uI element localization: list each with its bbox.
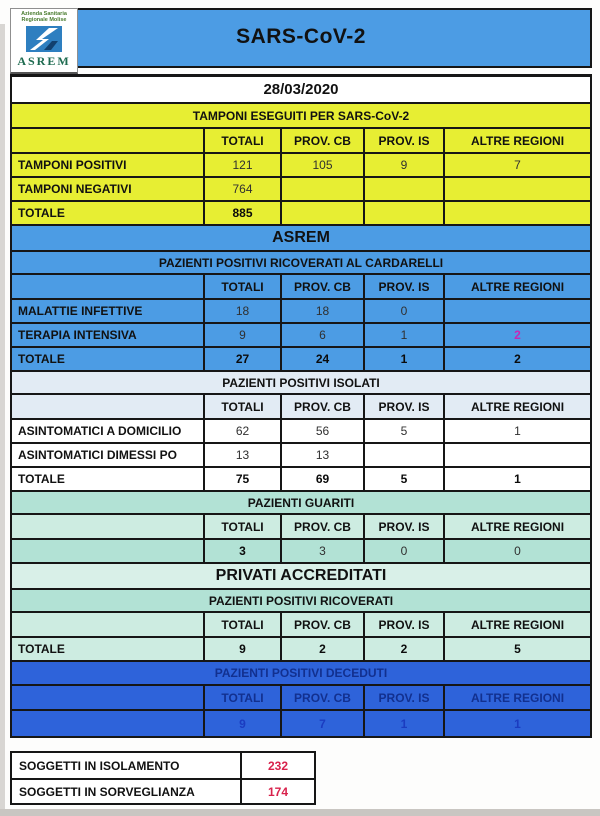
main-table bbox=[10, 104, 592, 738]
row-label: TOTALE bbox=[18, 352, 65, 366]
cell-prov-is bbox=[363, 202, 443, 224]
empty-cell bbox=[12, 515, 203, 538]
table-row-isolati-totale bbox=[12, 466, 590, 490]
row-label: ASINTOMATICI A DOMICILIO bbox=[18, 424, 182, 438]
section-title-text: TAMPONI ESEGUITI PER SARS-CoV-2 bbox=[192, 108, 410, 123]
row-label: SOGGETTI IN SORVEGLIANZA bbox=[19, 784, 195, 799]
cell-prov-is: 1 bbox=[363, 711, 443, 736]
cell-totali: 27 bbox=[203, 348, 280, 370]
section-title-text: ASREM bbox=[272, 229, 330, 246]
cell-prov-cb: 18 bbox=[280, 300, 363, 322]
row-label: TOTALE bbox=[18, 642, 65, 656]
asrem-column-header-row bbox=[12, 273, 590, 298]
cell-altre-regioni: 2 bbox=[443, 348, 590, 370]
col-header-altre-regioni: ALTRE REGIONI bbox=[443, 686, 590, 709]
col-header-totali: TOTALI bbox=[203, 275, 280, 298]
cell-totali: 885 bbox=[203, 202, 280, 224]
col-header-prov-cb: PROV. CB bbox=[280, 129, 363, 152]
cell-totali: 18 bbox=[203, 300, 280, 322]
col-header-prov-cb: PROV. CB bbox=[280, 275, 363, 298]
table-row-asintomatici-domicilio bbox=[12, 418, 590, 442]
empty-cell bbox=[12, 613, 203, 636]
row-label: TAMPONI NEGATIVI bbox=[18, 182, 132, 196]
scan-edge-bottom bbox=[0, 809, 600, 816]
cell-prov-is: 0 bbox=[363, 300, 443, 322]
cell-totali: 75 bbox=[203, 468, 280, 490]
col-header-prov-is: PROV. IS bbox=[363, 613, 443, 636]
cell-prov-cb: 24 bbox=[280, 348, 363, 370]
logo-org-line1: Azienda Sanitaria bbox=[21, 11, 67, 17]
table-row-asrem-totale bbox=[12, 346, 590, 370]
cell-prov-is: 9 bbox=[363, 154, 443, 176]
cell-prov-cb: 105 bbox=[280, 154, 363, 176]
col-header-totali: TOTALI bbox=[203, 686, 280, 709]
col-header-altre-regioni: ALTRE REGIONI bbox=[443, 613, 590, 636]
cell-prov-is bbox=[363, 178, 443, 200]
privati-column-header-row bbox=[12, 611, 590, 636]
cell-prov-cb: 69 bbox=[280, 468, 363, 490]
cell-prov-is: 5 bbox=[363, 420, 443, 442]
cell-prov-cb: 6 bbox=[280, 324, 363, 346]
col-header-altre-regioni: ALTRE REGIONI bbox=[443, 515, 590, 538]
cell-prov-is: 2 bbox=[363, 638, 443, 660]
row-label: TAMPONI POSITIVI bbox=[18, 158, 127, 172]
cell-altre-regioni bbox=[443, 178, 590, 200]
cell-prov-is: 0 bbox=[363, 540, 443, 562]
asrem-logo-icon bbox=[25, 25, 63, 53]
privati-section-title bbox=[12, 562, 590, 588]
row-label: TOTALE bbox=[18, 472, 65, 486]
table-row-privati-totale bbox=[12, 636, 590, 660]
cell-totali: 9 bbox=[203, 324, 280, 346]
col-header-prov-is: PROV. IS bbox=[363, 686, 443, 709]
cell-altre-regioni: 7 bbox=[443, 154, 590, 176]
cell-prov-cb bbox=[280, 202, 363, 224]
section-title-text: PAZIENTI POSITIVI ISOLATI bbox=[222, 375, 380, 390]
col-header-prov-is: PROV. IS bbox=[363, 129, 443, 152]
cell-totali: 62 bbox=[203, 420, 280, 442]
header bbox=[10, 8, 592, 74]
cell-altre-regioni: 5 bbox=[443, 638, 590, 660]
page-title: SARS-CoV-2 bbox=[236, 25, 366, 48]
row-label: TOTALE bbox=[18, 206, 65, 220]
cell-altre-regioni bbox=[443, 444, 590, 466]
cell-altre-regioni: 1 bbox=[443, 468, 590, 490]
report-date: 28/03/2020 bbox=[263, 81, 339, 98]
cell-prov-cb bbox=[280, 178, 363, 200]
cell-prov-is bbox=[363, 444, 443, 466]
guariti-section-title bbox=[12, 490, 590, 513]
cell-altre-regioni: 1 bbox=[443, 711, 590, 736]
section-subtitle-text: PAZIENTI POSITIVI RICOVERATI AL CARDARELLI bbox=[158, 255, 444, 270]
row-label: ASINTOMATICI DIMESSI PO bbox=[18, 448, 177, 462]
col-header-prov-is: PROV. IS bbox=[363, 515, 443, 538]
asrem-section-subtitle bbox=[12, 250, 590, 273]
cell-prov-is: 1 bbox=[363, 348, 443, 370]
empty-cell bbox=[12, 686, 203, 709]
guariti-column-header-row bbox=[12, 513, 590, 538]
scan-edge-left bbox=[0, 24, 5, 816]
table-row-tamponi-negativi bbox=[12, 176, 590, 200]
cell-value: 174 bbox=[240, 780, 314, 803]
cell-value: 232 bbox=[240, 753, 314, 778]
col-header-totali: TOTALI bbox=[203, 613, 280, 636]
cell-prov-cb: 3 bbox=[280, 540, 363, 562]
col-header-totali: TOTALI bbox=[203, 129, 280, 152]
table-row-soggetti-sorveglianza bbox=[12, 778, 314, 803]
col-header-totali: TOTALI bbox=[203, 515, 280, 538]
cell-totali: 764 bbox=[203, 178, 280, 200]
empty-cell bbox=[12, 275, 203, 298]
logo-acronym: ASREM bbox=[17, 54, 71, 68]
col-header-altre-regioni: ALTRE REGIONI bbox=[443, 395, 590, 418]
cell-prov-cb: 2 bbox=[280, 638, 363, 660]
tamponi-section-title bbox=[12, 104, 590, 127]
asrem-section-title bbox=[12, 224, 590, 250]
cell-totali: 9 bbox=[203, 638, 280, 660]
cell-totali: 3 bbox=[203, 540, 280, 562]
cell-totali: 121 bbox=[203, 154, 280, 176]
col-header-prov-is: PROV. IS bbox=[363, 275, 443, 298]
section-title-text: PRIVATI ACCREDITATI bbox=[215, 567, 387, 584]
col-header-prov-cb: PROV. CB bbox=[280, 613, 363, 636]
table-row-malattie-infettive bbox=[12, 298, 590, 322]
cell-totali: 13 bbox=[203, 444, 280, 466]
privati-section-subtitle bbox=[12, 588, 590, 611]
col-header-altre-regioni: ALTRE REGIONI bbox=[443, 129, 590, 152]
table-row-tamponi-positivi bbox=[12, 152, 590, 176]
row-label: MALATTIE INFETTIVE bbox=[18, 304, 143, 318]
date-row bbox=[10, 74, 592, 104]
isolati-section-title bbox=[12, 370, 590, 393]
cell-altre-regioni bbox=[443, 202, 590, 224]
empty-cell bbox=[12, 129, 203, 152]
cell-prov-is: 5 bbox=[363, 468, 443, 490]
cell-altre-regioni: 0 bbox=[443, 540, 590, 562]
table-row-tamponi-totale bbox=[12, 200, 590, 224]
row-label: SOGGETTI IN ISOLAMENTO bbox=[19, 758, 180, 773]
col-header-altre-regioni: ALTRE REGIONI bbox=[443, 275, 590, 298]
table-row-asintomatici-dimessi bbox=[12, 442, 590, 466]
summary-table bbox=[10, 751, 316, 805]
col-header-prov-is: PROV. IS bbox=[363, 395, 443, 418]
table-row-deceduti-values bbox=[12, 709, 590, 736]
cell-altre-regioni: 1 bbox=[443, 420, 590, 442]
section-title-text: PAZIENTI POSITIVI DECEDUTI bbox=[214, 666, 388, 680]
section-title-text: PAZIENTI GUARITI bbox=[247, 495, 355, 510]
table-row-terapia-intensiva bbox=[12, 322, 590, 346]
isolati-column-header-row bbox=[12, 393, 590, 418]
cell-prov-cb: 13 bbox=[280, 444, 363, 466]
deceduti-column-header-row bbox=[12, 684, 590, 709]
cell-prov-is: 1 bbox=[363, 324, 443, 346]
deceduti-section-title bbox=[12, 660, 590, 684]
table-row-guariti-values bbox=[12, 538, 590, 562]
cell-prov-cb: 56 bbox=[280, 420, 363, 442]
cell-altre-regioni: 2 bbox=[443, 324, 590, 346]
row-label bbox=[12, 711, 203, 736]
cell-altre-regioni bbox=[443, 300, 590, 322]
logo-org-line2: Regionale Molise bbox=[21, 17, 67, 23]
asrem-logo bbox=[10, 8, 78, 74]
section-subtitle-text: PAZIENTI POSITIVI RICOVERATI bbox=[208, 593, 394, 608]
col-header-prov-cb: PROV. CB bbox=[280, 395, 363, 418]
row-label: TERAPIA INTENSIVA bbox=[18, 328, 137, 342]
empty-cell bbox=[12, 395, 203, 418]
table-row-soggetti-isolamento bbox=[12, 753, 314, 778]
cell-prov-cb: 7 bbox=[280, 711, 363, 736]
col-header-totali: TOTALI bbox=[203, 395, 280, 418]
row-label bbox=[12, 540, 203, 562]
col-header-prov-cb: PROV. CB bbox=[280, 515, 363, 538]
tamponi-column-header-row bbox=[12, 127, 590, 152]
col-header-prov-cb: PROV. CB bbox=[280, 686, 363, 709]
cell-totali: 9 bbox=[203, 711, 280, 736]
